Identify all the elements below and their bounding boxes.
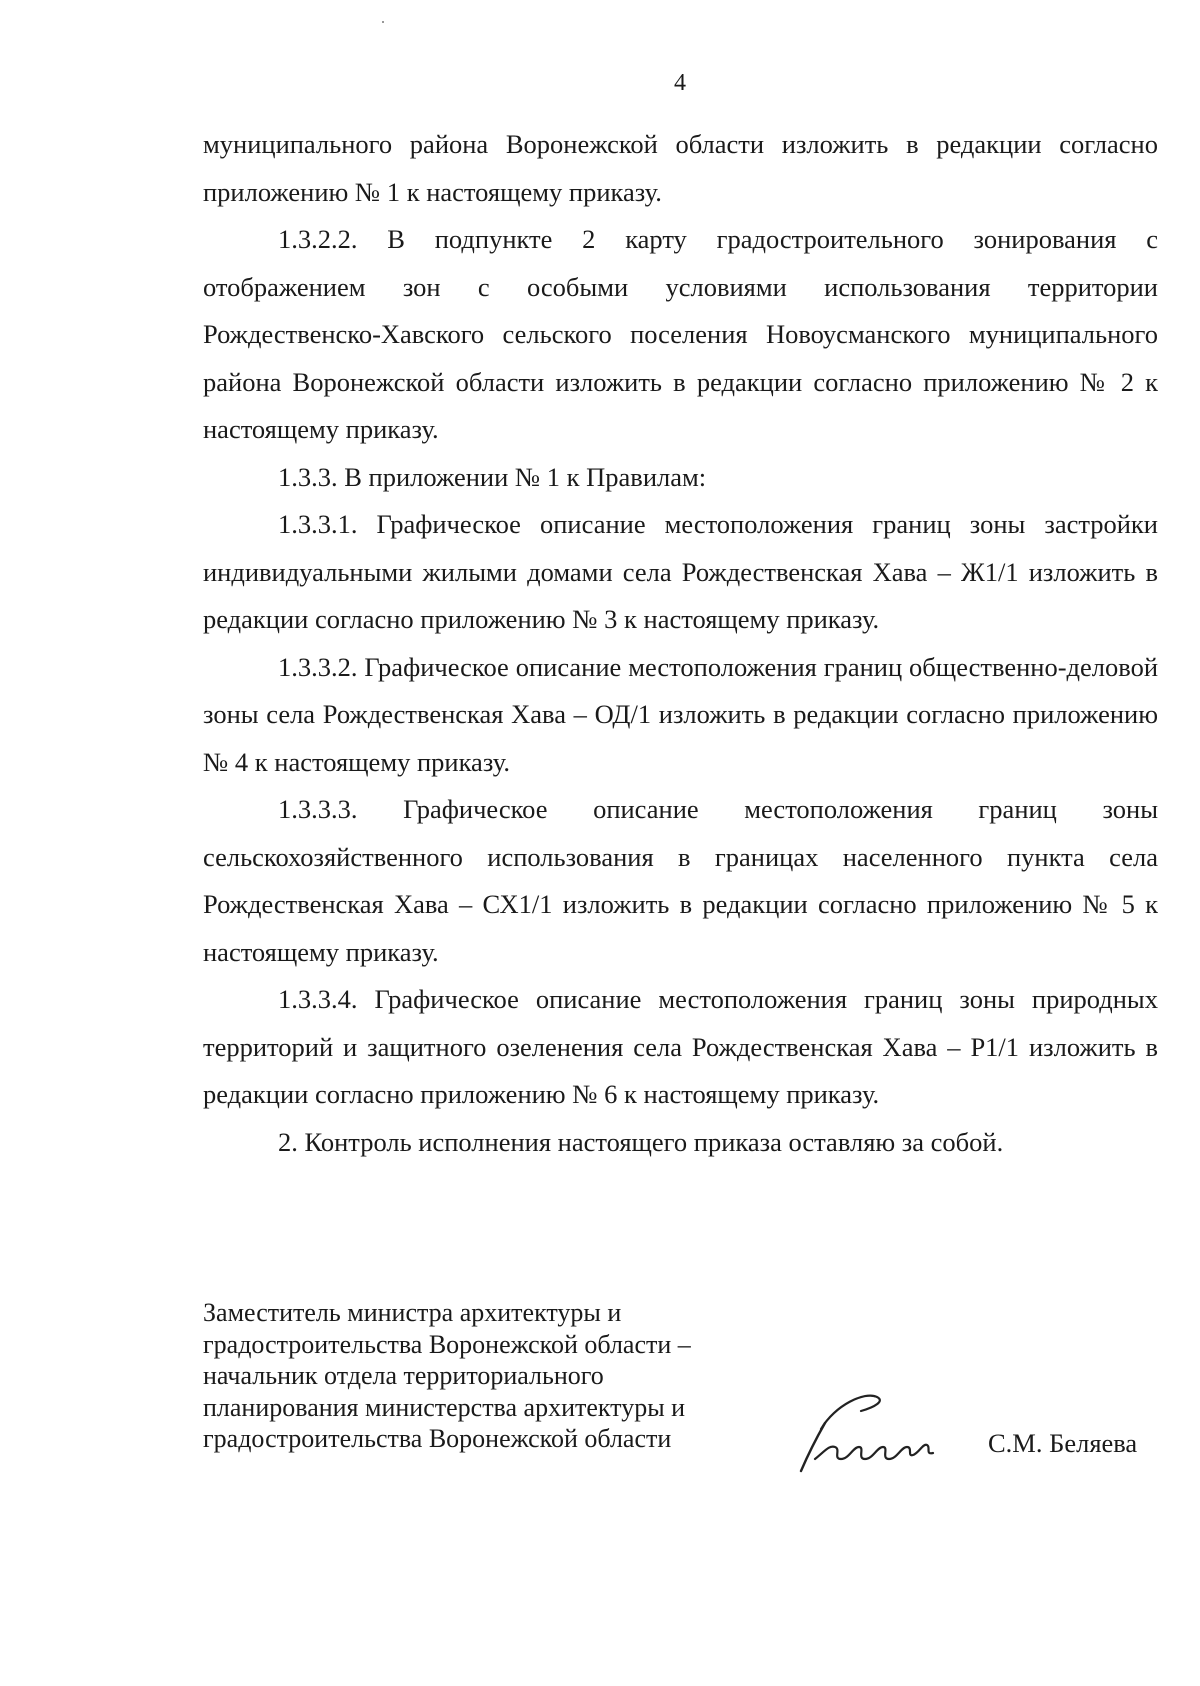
page-number: 4 [674,70,686,96]
paragraph-2: 2. Контроль исполнения настоящего приказа оставляю за собой. [278,1126,1004,1157]
paragraph-1-3-3: 1.3.3. В приложении № 1 к Правилам: [278,461,707,492]
scan-speck [382,21,384,23]
paragraph-1-3-3-3: 1.3.3.3. Графическое описание местоположения границ зоны сельскохозяйственного использования в границах населенного пункта села Рождественская Хава – СХ1/1 изложить в редакции согласно приложению № 5 к настоящему приказу. [203,794,1158,967]
signatory-position [203,1297,763,1455]
position-line: начальник отдела территориального [203,1361,604,1390]
handwritten-signature [795,1385,955,1475]
document-body [203,121,1158,1166]
position-line: градостроительства Воронежской области [203,1424,672,1453]
paragraph-continuation: муниципального района Воронежской области изложить в редакции согласно приложению № 1 к настоящему приказу. [203,129,1158,207]
paragraph-1-3-2-2: 1.3.2.2. В подпункте 2 карту градостроительного зонирования с отображением зон с особыми условиями использования территории Рождественско-Хавского сельского поселения Новоусманского муниципального района Воронежской области изложить в редакции согласно приложению № 2 к настоящему приказу. [203,224,1158,444]
position-line: градостроительства Воронежской области – [203,1329,691,1359]
position-line: Заместитель министра архитектуры и [203,1298,622,1327]
paragraph-1-3-3-1: 1.3.3.1. Графическое описание местоположения границ зоны застройки индивидуальными жилыми домами села Рождественская Хава – Ж1/1 изложить в редакции согласно приложению № 3 к настоящему приказу. [203,509,1158,634]
position-line: планирования министерства архитектуры и [203,1392,686,1422]
signer-name: С.М. Беляева [988,1428,1138,1458]
paragraph-1-3-3-2: 1.3.3.2. Графическое описание местоположения границ общественно-деловой зоны села Рождественская Хава – ОД/1 изложить в редакции согласно приложению № 4 к настоящему приказу. [203,651,1158,777]
paragraph-1-3-3-4: 1.3.3.4. Графическое описание местоположения границ зоны природных территорий и защитного озеленения села Рождественская Хава – Р1/1 изложить в редакции согласно приложению № 6 к настоящему приказу. [203,984,1158,1109]
